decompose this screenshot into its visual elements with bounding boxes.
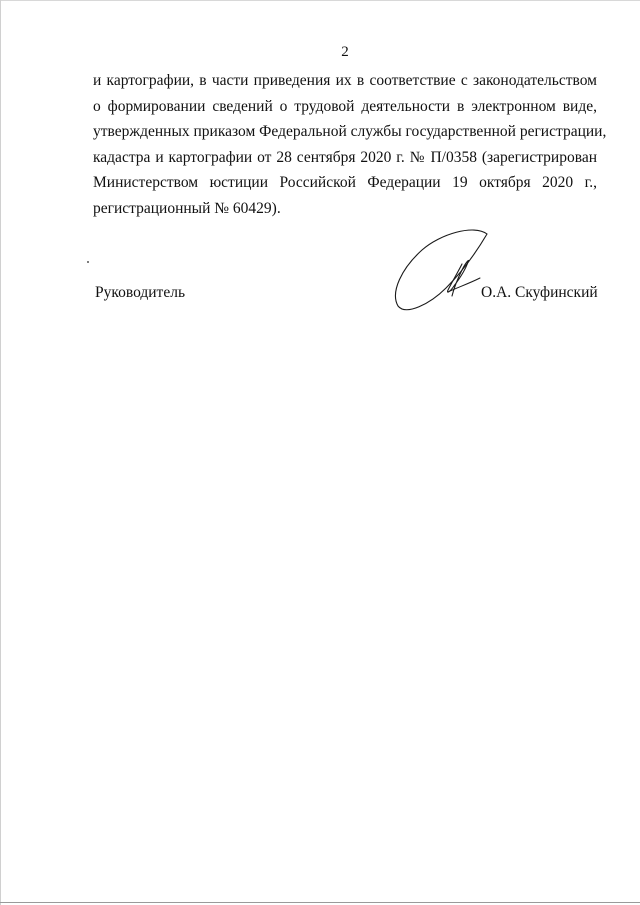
signer-position: Руководитель <box>95 284 186 301</box>
scan-edge-left <box>0 0 1 905</box>
body-line: регистрационный № 60429). <box>93 199 281 217</box>
body-line: Министерством юстиции Российской Федерации 19 октября 2020 г., <box>93 174 597 192</box>
body-line: и картографии, в части приведения их в соответствие с законодательством <box>93 72 597 89</box>
scan-edge-bottom <box>0 902 640 903</box>
signer-name: О.А. Скуфинский <box>481 284 598 301</box>
scan-edge-top <box>0 0 640 1</box>
signature-loop <box>395 230 487 310</box>
page-number: 2 <box>341 44 349 60</box>
body-paragraph <box>93 68 607 222</box>
body-line: кадастра и картографии от 28 сентября 2020 г. № П/0358 (зарегистрирован <box>93 148 597 166</box>
body-line: о формировании сведений о трудовой деятельности в электронном виде, <box>93 97 597 115</box>
body-line: утвержденных приказом Федеральной службы государственной регистрации, <box>93 123 607 141</box>
scan-dot <box>87 261 89 263</box>
